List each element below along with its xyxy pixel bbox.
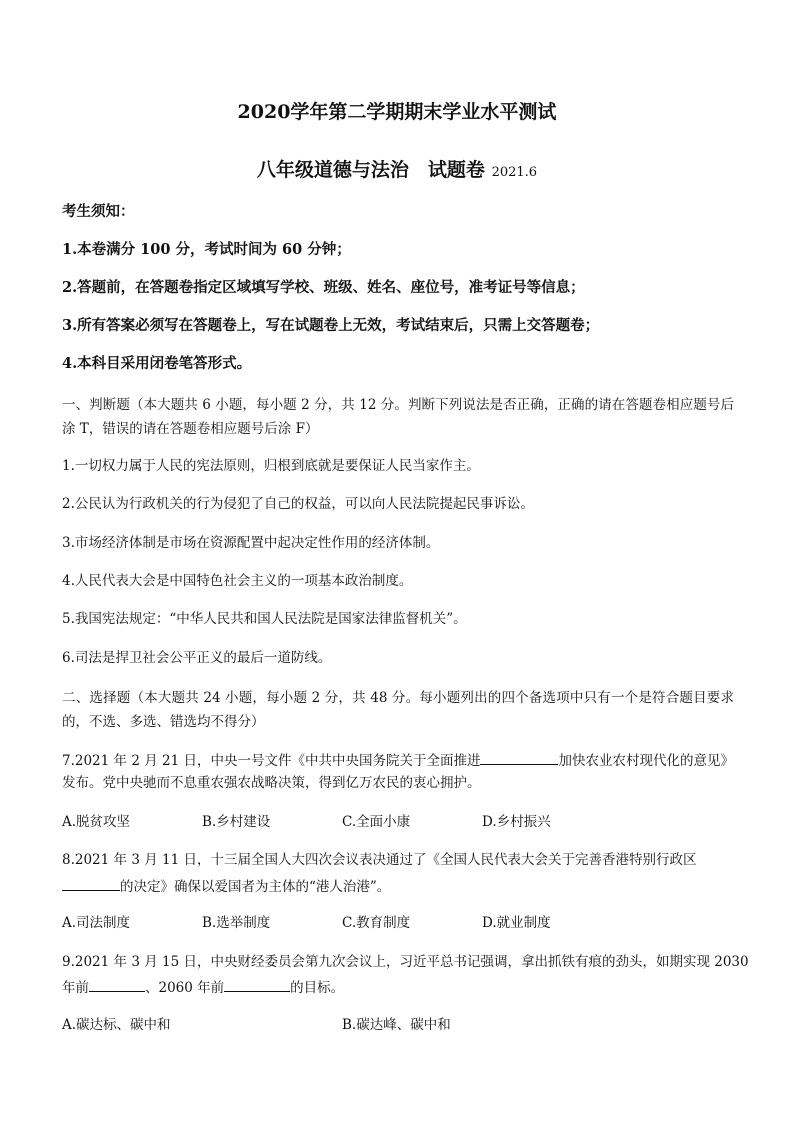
question-9-line1: 9.2021 年 3 月 15 日，中央财经委员会第九次会议上，习近平总书记强调，拿出抓铁有痕的劲头，如期实现 2030	[62, 954, 749, 970]
answer-blank	[62, 876, 120, 891]
notice-item: 4.本科目采用闭卷笔答形式。	[62, 355, 252, 372]
answer-blank	[224, 977, 290, 992]
notice-heading: 考生须知：	[62, 203, 135, 220]
q9-text-b: 、2060 年前	[145, 980, 225, 996]
exam-title: 2020学年第二学期期末学业水平测试	[237, 101, 557, 123]
q8-text-b: 的决定》确保以爱国者为主体的“港人治港”。	[120, 879, 391, 895]
question-8-line2	[62, 876, 734, 896]
q7-option-c: C.全面小康	[342, 814, 411, 830]
q7-option-d: D.乡村振兴	[482, 814, 551, 830]
q8-option-c: C.教育制度	[342, 915, 411, 931]
question-8-line1: 8.2021 年 3 月 11 日，十三届全国人大四次会议表决通过了《全国人民代表大会关于完善香港特别行政区	[62, 852, 697, 868]
notice-item: 1.本卷满分 100 分，考试时间为 60 分钟；	[62, 241, 351, 258]
q9-option-b: B.碳达峰、碳中和	[342, 1017, 451, 1033]
q7-option-b: B.乡村建设	[202, 814, 271, 830]
notice-item: 3.所有答案必须写在答题卷上，写在试题卷上无效，考试结束后，只需上交答题卷；	[62, 317, 600, 334]
q9-text-a: 年前	[62, 980, 89, 996]
section1-heading: 一、判断题（本大题共 6 小题，每小题 2 分，共 12 分。判断下列说法是否正确，正确的请在答题卷相应题号后涂 T，错误的请在答题卷相应题号后涂 F）	[62, 397, 734, 437]
judgement-item: 3.市场经济体制是市场在资源配置中起决定性作用的经济体制。	[62, 535, 440, 551]
exam-date: 2021.6	[491, 165, 538, 180]
q7-text-a: 7.2021 年 2 月 21 日，中央一号文件《中共中央国务院关于全面推进	[62, 753, 481, 769]
subtitle-main: 八年级道德与法治 试题卷	[256, 159, 485, 181]
question-7-line1	[62, 750, 734, 770]
exam-subtitle	[0, 155, 794, 182]
notice-item: 2.答题前，在答题卷指定区域填写学校、班级、姓名、座位号，准考证号等信息；	[62, 279, 585, 296]
judgement-item: 2.公民认为行政机关的行为侵犯了自己的权益，可以向人民法院提起民事诉讼。	[62, 496, 534, 512]
question-9-line2	[62, 977, 734, 997]
answer-blank	[480, 750, 558, 765]
judgement-item: 1.一切权力属于人民的宪法原则，归根到底就是要保证人民当家作主。	[62, 458, 480, 474]
judgement-item: 4.人民代表大会是中国特色社会主义的一项基本政治制度。	[62, 573, 413, 589]
q8-option-a: A.司法制度	[62, 915, 131, 931]
q7-text-b: 加快农业农村现代化的意见》	[558, 753, 734, 769]
q9-option-a: A.碳达标、碳中和	[62, 1017, 171, 1033]
q8-option-b: B.选举制度	[202, 915, 271, 931]
judgement-item: 6.司法是捍卫社会公平正义的最后一道防线。	[62, 650, 332, 666]
answer-blank	[89, 977, 145, 992]
section2-heading: 二、选择题（本大题共 24 小题，每小题 2 分，共 48 分。每小题列出的四个备选项中只有一个是符合题目要求的，不选、多选、错选均不得分）	[62, 690, 734, 730]
q9-text-c: 的目标。	[290, 980, 345, 996]
question-7-line2: 发布。党中央驰而不息重农强农战略决策，得到亿万农民的衷心拥护。	[62, 775, 481, 791]
judgement-item: 5.我国宪法规定：“中华人民共和国人民法院是国家法律监督机关”。	[62, 611, 467, 627]
q7-option-a: A.脱贫攻坚	[62, 814, 131, 830]
q8-option-d: D.就业制度	[482, 915, 551, 931]
